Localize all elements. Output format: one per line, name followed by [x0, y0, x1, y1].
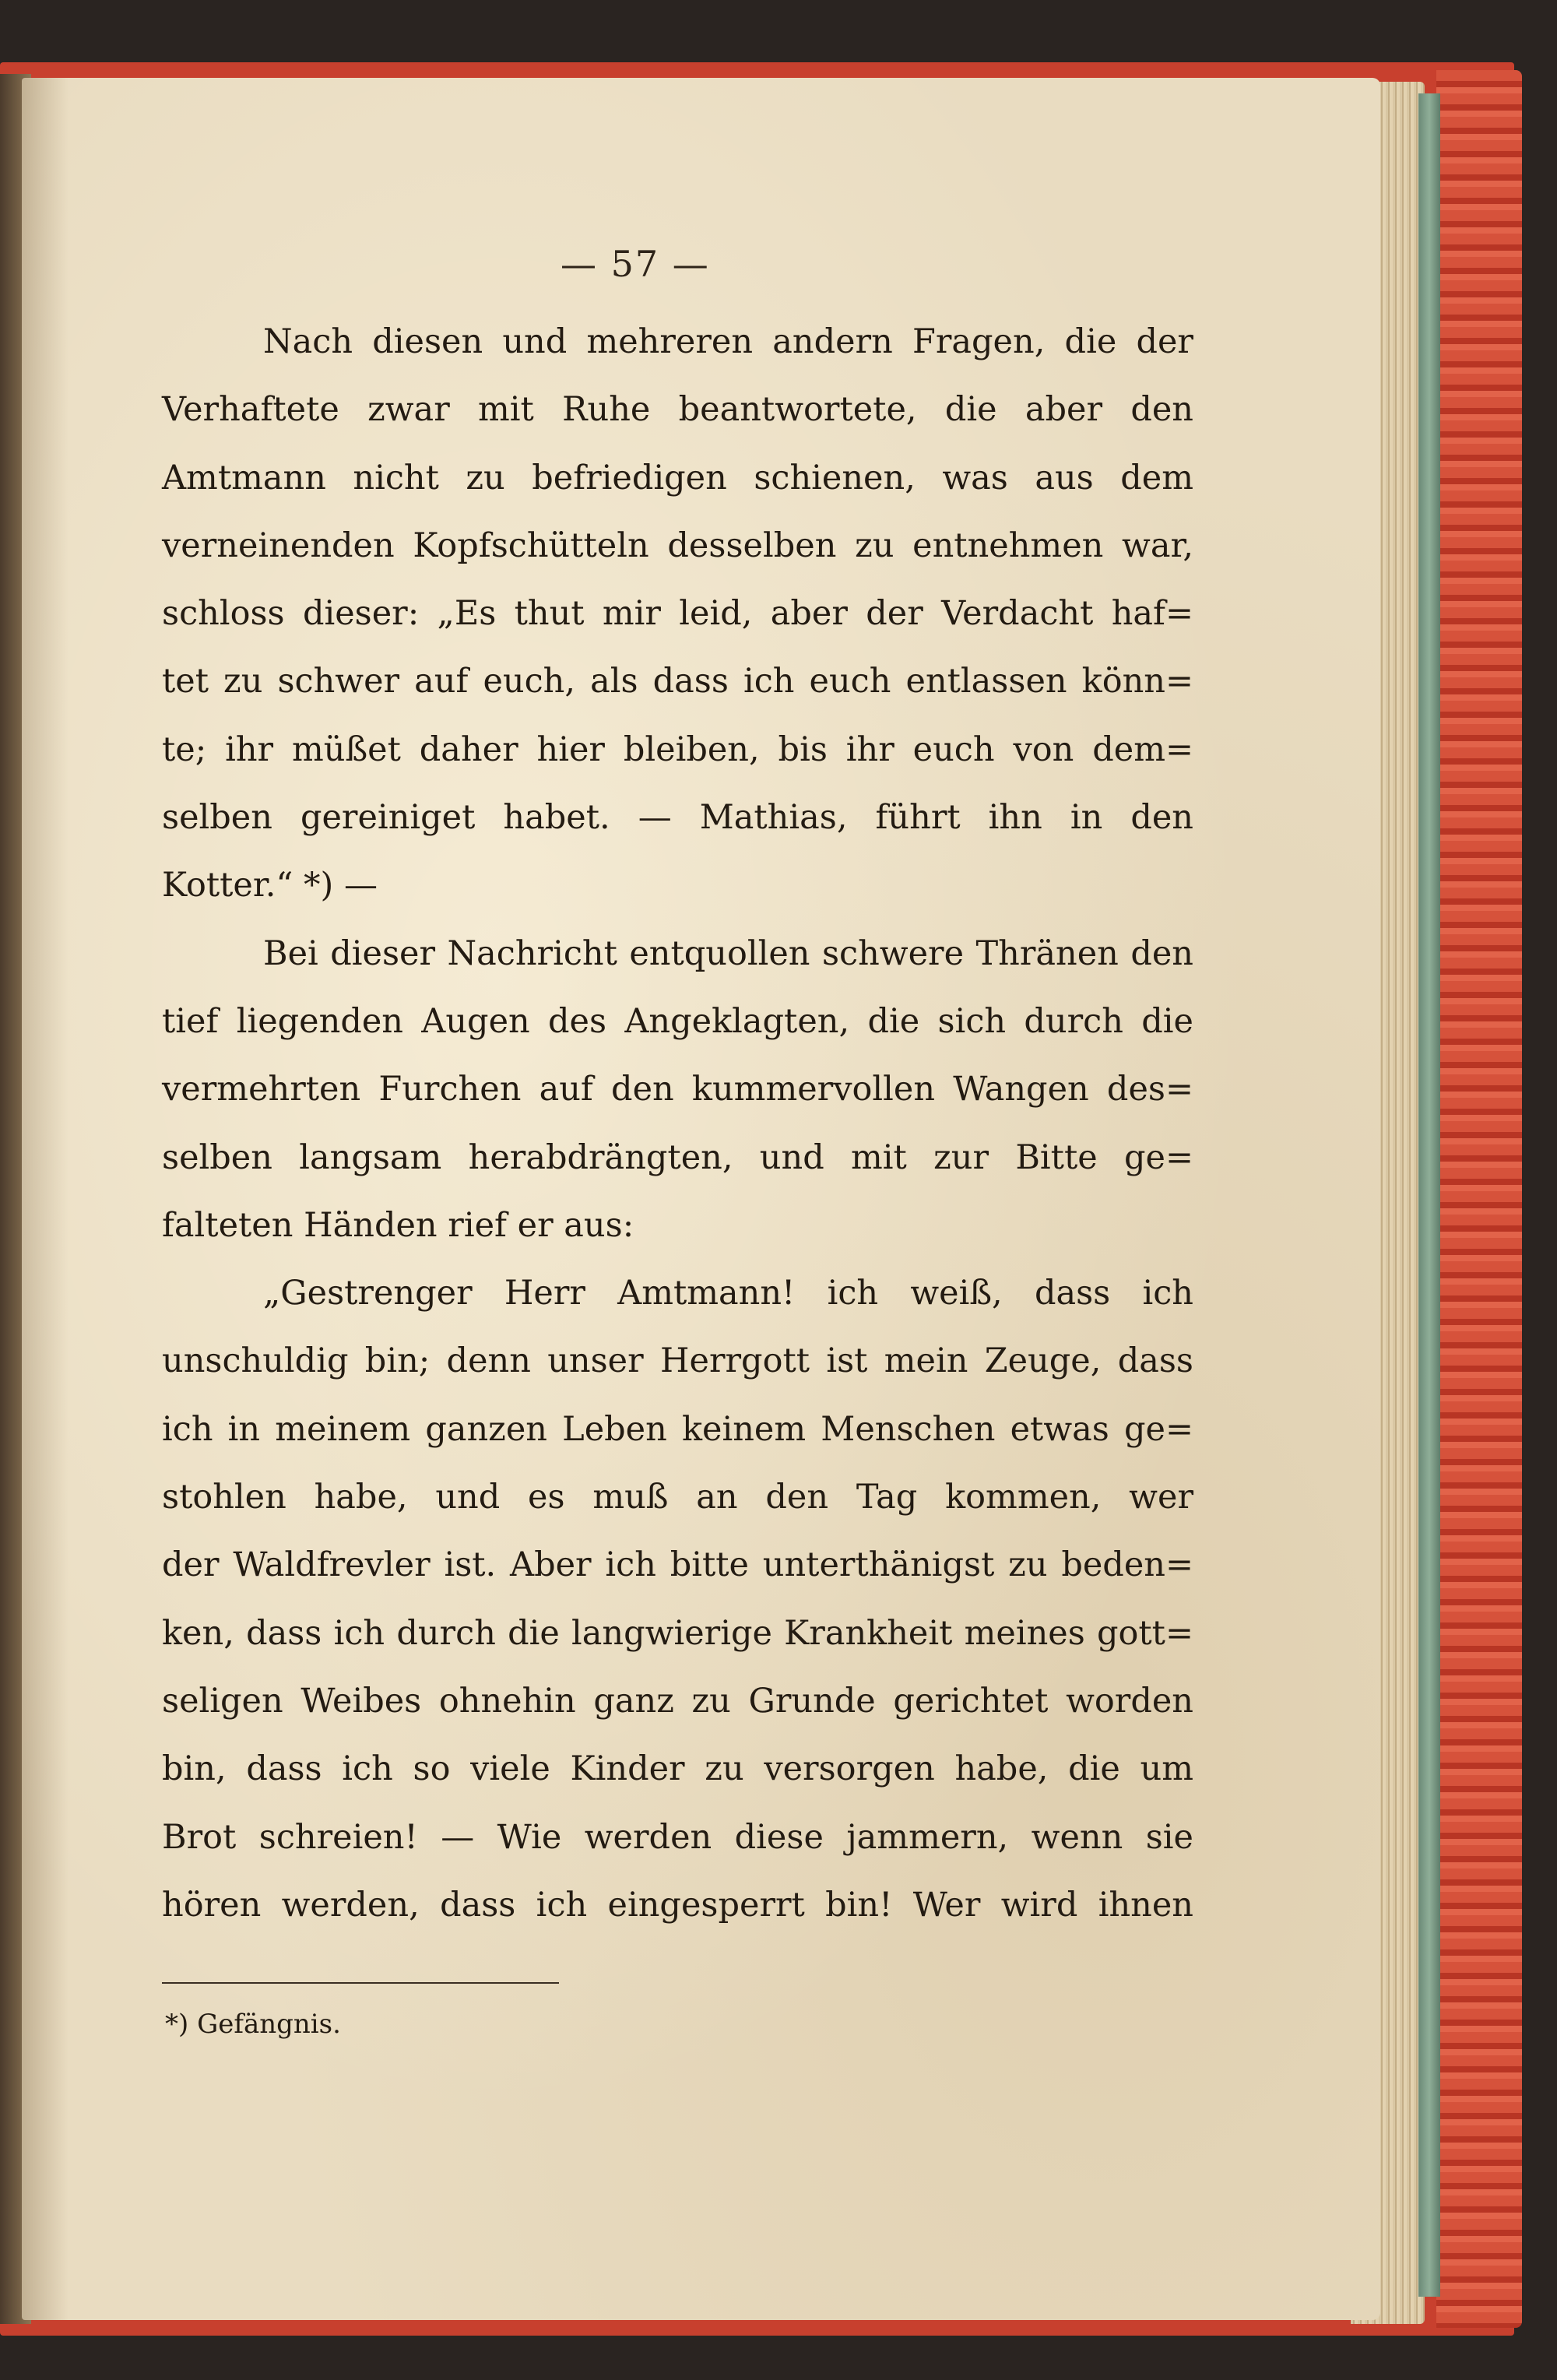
text-line: „Gestrenger Herr Amtmann! ich weiß, dass ich: [263, 1274, 1193, 1313]
text-line: seligen Weibes ohnehin ganz zu Grunde gerichtet worden: [162, 1681, 1193, 1721]
text-line: tief liegenden Augen des Angeklagten, die sich durch die: [162, 1001, 1193, 1041]
text-line: Amtmann nicht zu befriedigen schienen, was aus dem: [162, 458, 1193, 497]
text-line: te; ihr müßet daher hier bleiben, bis ihr euch von dem=: [162, 729, 1193, 769]
text-line: bin, dass ich so viele Kinder zu versorgen habe, die um: [162, 1749, 1193, 1789]
text-line: selben langsam herabdrängten, und mit zur Bitte ge=: [162, 1137, 1193, 1177]
bookmark-ribbon: [1418, 93, 1440, 2297]
text-line: Nach diesen und mehreren andern Fragen, die der: [263, 322, 1193, 361]
text-line: falteten Händen rief er aus:: [162, 1205, 634, 1245]
text-line: Brot schreien! — Wie werden diese jammern, wenn sie: [162, 1817, 1193, 1857]
body-text: [162, 308, 1193, 1939]
cover-edge: [1436, 70, 1522, 2328]
text-line: tet zu schwer auf euch, als dass ich euch entlassen könn=: [162, 662, 1193, 701]
text-line: vermehrten Furchen auf den kummervollen Wangen des=: [162, 1070, 1193, 1109]
text-line: stohlen habe, und es muß an den Tag kommen, wer: [162, 1478, 1193, 1517]
text-line: ich in meinem ganzen Leben keinem Menschen etwas ge=: [162, 1409, 1193, 1449]
text-line: Bei dieser Nachricht entquollen schwere Thränen den: [263, 933, 1193, 973]
text-line: hören werden, dass ich eingesperrt bin! Wer wird ihnen: [162, 1885, 1193, 1925]
text-line: Verhaftete zwar mit Ruhe beantwortete, die aber den: [162, 390, 1193, 430]
text-line: selben gereiniget habet. — Mathias, führt ihn in den: [162, 798, 1193, 838]
footnote-rule: [162, 1982, 559, 1984]
text-line: schloss dieser: „Es thut mir leid, aber der Verdacht haf=: [162, 594, 1193, 634]
text-line: unschuldig bin; denn unser Herrgott ist mein Zeuge, dass: [162, 1341, 1193, 1381]
footnote: *) Gefängnis.: [165, 2009, 341, 2040]
page-number: — 57 —: [561, 243, 710, 285]
text-line: Kotter.“ *) —: [162, 866, 378, 905]
text-line: verneinenden Kopfschütteln desselben zu entnehmen war,: [162, 526, 1193, 565]
text-line: ken, dass ich durch die langwierige Krankheit meines gott=: [162, 1613, 1193, 1653]
text-line: der Waldfrevler ist. Aber ich bitte unterthänigst zu beden=: [162, 1545, 1193, 1585]
